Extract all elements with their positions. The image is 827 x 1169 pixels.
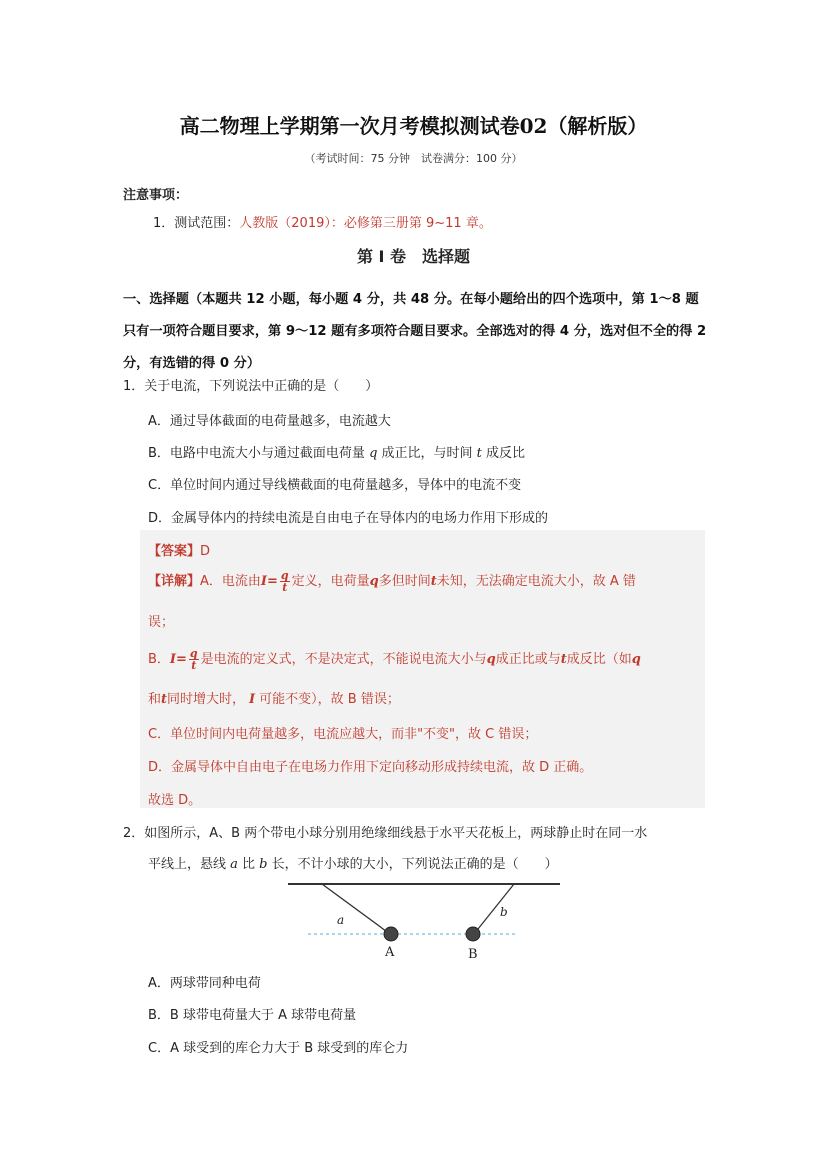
label-ball-a: A: [385, 945, 395, 960]
notes-item-range: 人教版（2019）：必修第三册第 9~11 章。: [239, 216, 492, 231]
q1-detail-a: [148, 570, 636, 593]
formula-symbol-t: t: [430, 574, 437, 589]
q1-option-b-q: q: [369, 446, 378, 461]
formula-symbol-t: t: [560, 652, 567, 667]
q1-detail-b2-text3: 可能不变），故 B 错误；: [259, 692, 400, 707]
q1-detail-a-text2: 定义，电荷量: [291, 574, 370, 589]
formula-symbol-q: q: [486, 652, 496, 667]
q1-option-b-t: t: [476, 446, 482, 461]
ball-a: [384, 927, 398, 941]
q1-detail-a-text3: 多但时间: [378, 574, 431, 589]
q2-stem-a: a: [230, 857, 238, 872]
q1-detail-b-text3: 成正比或与: [495, 652, 561, 667]
formula-symbol-i: I: [249, 692, 256, 707]
formula-symbol-i: I: [260, 574, 268, 589]
q1-detail-a-text1: A．电流由: [200, 574, 261, 589]
page-title: 高二物理上学期第一次月考模拟测试卷02（解析版）: [179, 114, 648, 138]
ball-b: [466, 927, 480, 941]
label-b: b: [500, 905, 508, 919]
exam-info: （考试时间：75 分钟 试卷满分：100 分）: [304, 152, 523, 165]
formula-symbol-q: q: [631, 652, 641, 667]
q1-detail-b-text4: 成反比（如: [566, 652, 632, 667]
formula-fraction: [280, 570, 290, 593]
q1-conclusion: 故选 D。: [148, 793, 202, 808]
q1-option-d: D．金属导体内的持续电流是自由电子在导体内的电场力作用下形成的: [148, 511, 549, 526]
q1-stem: 1．关于电流，下列说法中正确的是（ ）: [123, 379, 379, 394]
q1-detail-a-tail: 误；: [148, 615, 175, 630]
fraction-numerator: q: [189, 647, 198, 660]
q2-stem-line2: [148, 853, 558, 872]
section-instructions: 一、选择题（本题共 12 小题，每小题 4 分，共 48 分。在每小题给出的四个选项中，第 1～8 题只有一项符合题目要求，第 9～12 题有多项符合题目要求。全部选对的得 4 分，选对但不全的得 2 分，有选错的得 0 分）: [123, 292, 707, 371]
formula-equals: =: [176, 652, 187, 667]
formula-fraction: [189, 648, 199, 671]
q1-detail-b2-text1: 和: [148, 692, 162, 707]
q1-detail-b-text1: B．: [148, 652, 170, 667]
notes-heading: 注意事项：: [123, 188, 189, 203]
q2-option-c: C．A 球受到的库仑力大于 B 球受到的库仑力: [148, 1041, 409, 1056]
q2-option-b: B．B 球带电荷量大于 A 球带电荷量: [148, 1008, 357, 1023]
q2-stem-line1: 2．如图所示，A、B 两个带电小球分别用绝缘细线悬于水平天花板上，两球静止时在同一水: [123, 826, 648, 841]
label-a: a: [337, 913, 345, 927]
q2-stem-text3: 长，不计小球的大小，下列说法正确的是（ ）: [267, 857, 558, 872]
q1-option-b-text2: 成正比，与时间: [377, 446, 477, 461]
q1-detail-b2-text2: 同时增大时，: [167, 692, 246, 707]
thread-a: [322, 884, 390, 934]
q2-option-a: A．两球带同种电荷: [148, 976, 261, 991]
q2-stem-text1: 平线上，悬线: [148, 857, 231, 872]
q1-detail-a-text4: 未知，无法确定电流大小，故 A 错: [436, 574, 636, 589]
q2-figure: [288, 878, 563, 963]
q1-answer-label: 【答案】: [148, 544, 201, 559]
formula-symbol-q: q: [369, 574, 379, 589]
q1-option-a: A．通过导体截面的电荷量越多，电流越大: [148, 414, 391, 429]
q1-option-c: C．单位时间内通过导线横截面的电荷量越多，导体中的电流不变: [148, 478, 522, 493]
q1-detail-d: D．金属导体中自由电子在电场力作用下定向移动形成持续电流，故 D 正确。: [148, 760, 593, 775]
formula-symbol-t: t: [161, 692, 168, 707]
q1-detail-b: [148, 648, 641, 671]
q1-detail-c: C．单位时间内电荷量越多，电流应越大，而非"不变"，故 C 错误；: [148, 727, 538, 742]
q2-stem-text2: 比: [237, 857, 260, 872]
formula-symbol-i: I: [169, 652, 177, 667]
label-ball-b: B: [468, 947, 478, 962]
notes-item: [153, 212, 492, 231]
q1-option-b-text3: 成反比: [481, 446, 526, 461]
fraction-numerator: q: [280, 569, 289, 582]
thread-b: [474, 884, 514, 934]
q1-detail-b-text2: 是电流的定义式，不是决定式，不能说电流大小与: [200, 652, 487, 667]
q1-option-b: [148, 442, 525, 461]
fraction-denominator: t: [191, 659, 197, 672]
section-title: 第 I 卷 选择题: [356, 247, 471, 266]
q1-answer-value: D: [200, 544, 211, 559]
q1-detail-label: 【详解】: [148, 574, 201, 589]
notes-item-prefix: 1．测试范围：: [153, 216, 240, 231]
q2-stem-b: b: [259, 857, 268, 872]
fraction-denominator: t: [282, 581, 288, 594]
q1-answer: [148, 540, 210, 559]
q1-option-b-text1: B．电路中电流大小与通过截面电荷量: [148, 446, 370, 461]
q1-detail-b-line2: [148, 688, 400, 707]
formula-equals: =: [267, 574, 278, 589]
